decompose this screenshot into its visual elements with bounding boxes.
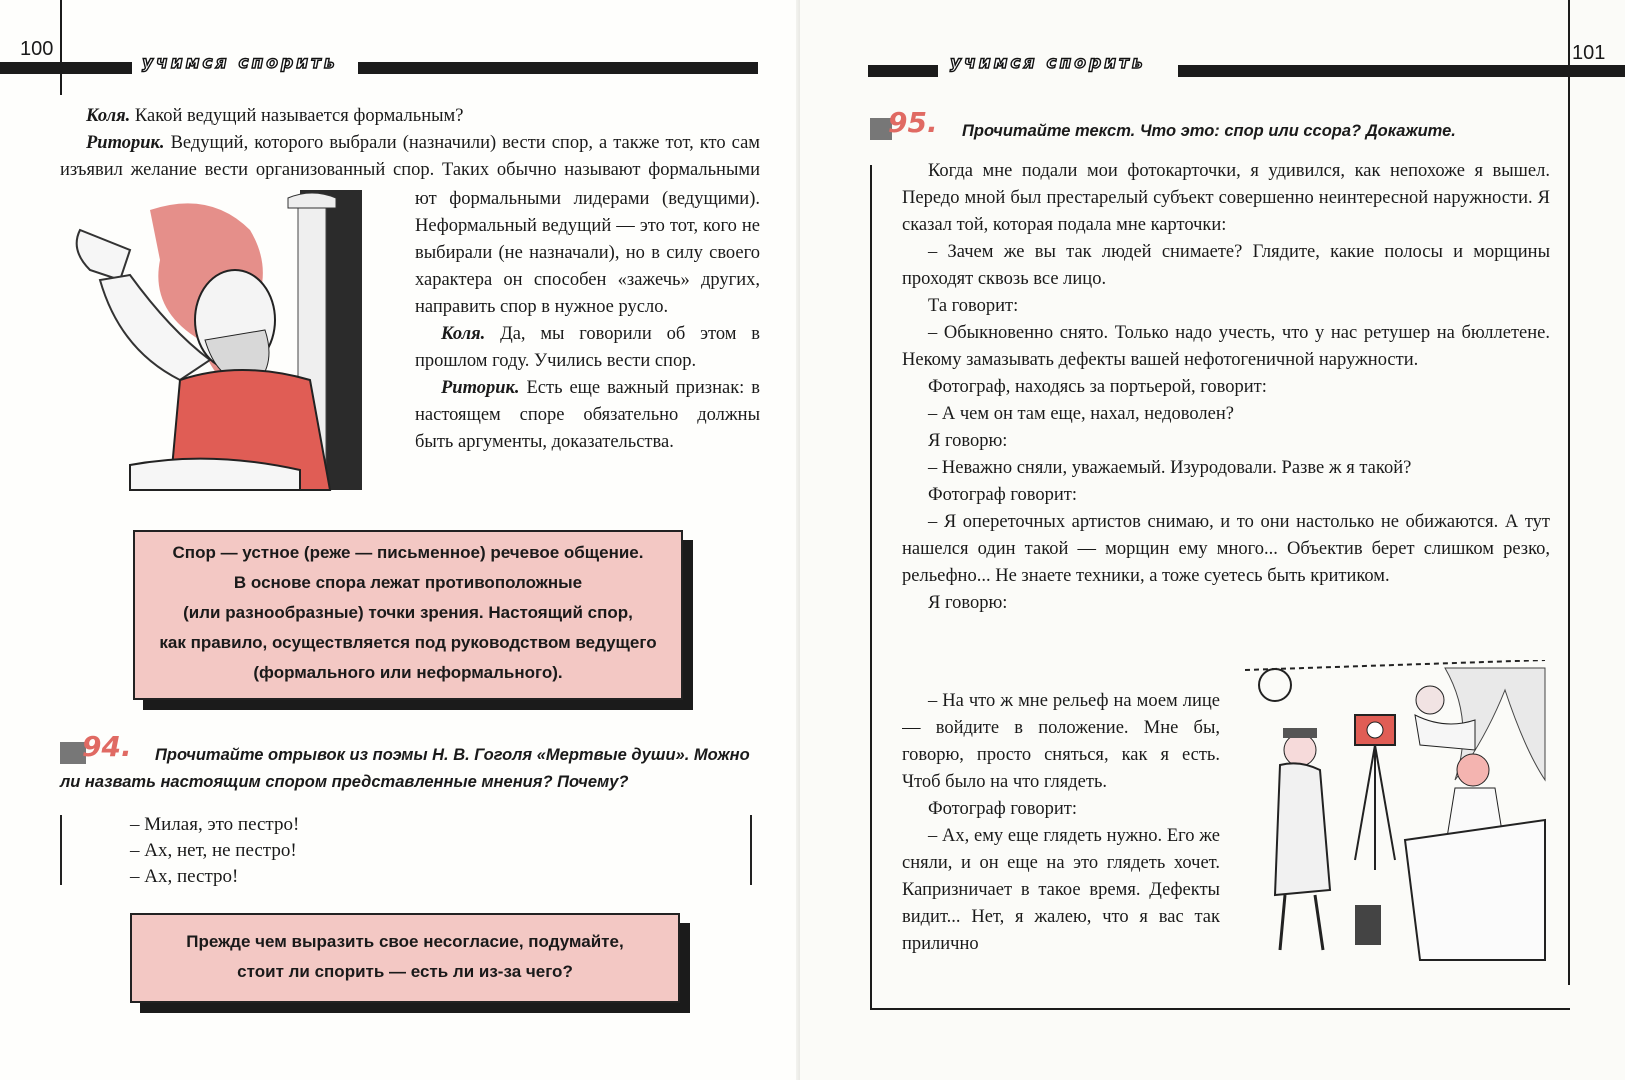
story-frame-bottom xyxy=(870,1008,1570,1010)
studio-lamp xyxy=(1259,669,1291,701)
dialogue-line-4: Риторик. Есть еще важный признак: в настоящем споре обязательно должны быть аргументы, доказательства. xyxy=(415,378,760,452)
story-text-top: Когда мне подали мои фотокарточки, я удивился, как непохоже я вышел. Передо мной был престарелый субъект совершенно неинтересной наружности. Я сказал той, которая подала мне карточки: – Зачем же вы так людей снимаете? Глядите, какие полосы и морщины проходят сквозь все лицо. Та говорит: – Обыкновенно снято. Только надо учесть, что у нас ретушер на бюллетене. Некому замазывать дефекты вашей нефотогеничной наружности. Фотограф, находясь за портьерой, говорит: – А чем он там еще, нахал, недоволен? Я говорю: – Неважно сняли, уважаемый. Изуродовали. Разве ж я такой? Фотограф говорит: – Я опереточных артистов снимаю, и то они настолько не обижаются. А тут нашелся один такой — морщин ему много... Объектив берет слишком резко, рельефно... Не знаете техники, а тоже суетесь быть критиком. Я говорю: xyxy=(902,161,1550,613)
photographer-coat xyxy=(1275,763,1330,895)
dialogue-line-2-column xyxy=(415,186,760,511)
story-text-bottom: – На что ж мне рельеф на моем лице — войдите в положение. Мне бы, говорю, просто сняться, как я есть. Чтоб было на что глядеть. Фотограф говорит: – Ах, ему еще глядеть нужно. Его же сняли, и он еще на это глядеть хочет. Капризничает в такое время. Дефекты видит... Нет, я жалею, что я вас так прилично xyxy=(902,691,1220,954)
task-94-text: Прочитайте отрывок из поэмы Н. В. Гоголя «Мертвые души». Можно ли назвать настоящим спором представленные мнения? Почему? xyxy=(60,746,750,791)
assistant-head xyxy=(1416,686,1444,714)
dialogue-continuation: ют формальными лидерами (ведущими). Неформальный ведущий — это тот, кого не выбирали (не назначали), но в силу своего характера он способен «зажечь» других, направить спор в нужное русло. xyxy=(415,189,760,317)
header-bar-right-long xyxy=(1178,65,1625,77)
raised-hand xyxy=(77,230,130,280)
task-94-number: 94. xyxy=(82,730,132,763)
dialogue-line-3: Коля. Да, мы говорили об этом в прошлом году. Учились вести спор. xyxy=(415,324,760,371)
gogol-excerpt: – Милая, это пестро! – Ах, нет, не пестро! – Ах, пестро! xyxy=(130,814,300,887)
dialogue-line-2-top: Риторик. Ведущий, которого выбрали (назначили) вести спор, а также тот, кто сам изъявил желание вести организованный спор. Таких обычно называют формальными xyxy=(60,133,760,180)
page-number-left: 100 xyxy=(20,38,54,60)
photographer-illustration xyxy=(1245,660,1555,990)
header-vertical-rule-left xyxy=(60,0,62,95)
tripod xyxy=(1355,745,1395,870)
header-bar-right-short xyxy=(868,65,938,77)
camera-lens xyxy=(1367,722,1383,738)
speaker-kolya: Коля. xyxy=(86,106,131,126)
desk xyxy=(1405,820,1545,960)
right-frame-line xyxy=(1568,0,1570,985)
sitter-head xyxy=(1457,754,1489,786)
photographer-hat xyxy=(1283,728,1317,738)
dialogue-line-1: Коля. Какой ведущий называется формальным? xyxy=(86,106,464,126)
header-bar-left-long xyxy=(358,62,758,74)
column-capital xyxy=(288,193,336,208)
definition-box: Спор — устное (реже — письменное) речевое общение. В основе спора лежат противоположные (или разнообразные) точки зрения. Настоящий спор, как правило, осуществляется под руководством ведущего (формального или неформального). xyxy=(133,530,683,700)
poem-bar-right xyxy=(750,815,752,885)
advice-box: Прежде чем выразить свое несогласие, подумайте, стоит ли спорить — есть ли из-за чего? xyxy=(130,913,680,1003)
task-95-number: 95. xyxy=(888,106,938,139)
poem-bar-left xyxy=(60,815,62,885)
speaker-ritorik: Риторик. xyxy=(86,133,165,153)
right-page xyxy=(800,0,1625,1080)
photographer-legs xyxy=(1280,895,1323,950)
page-number-right: 101 xyxy=(1572,42,1606,64)
bucket xyxy=(1355,905,1381,945)
story-frame-left xyxy=(870,165,872,1010)
header-title-left: учимся спорить xyxy=(142,53,338,73)
header-bar-left xyxy=(0,62,132,74)
philosopher-illustration xyxy=(60,190,370,495)
left-page xyxy=(0,0,800,1080)
photographer-head xyxy=(1284,734,1316,766)
header-title-right: учимся спорить xyxy=(950,53,1146,73)
task-95-text: Прочитайте текст. Что это: спор или ссора? Докажите. xyxy=(962,122,1456,140)
